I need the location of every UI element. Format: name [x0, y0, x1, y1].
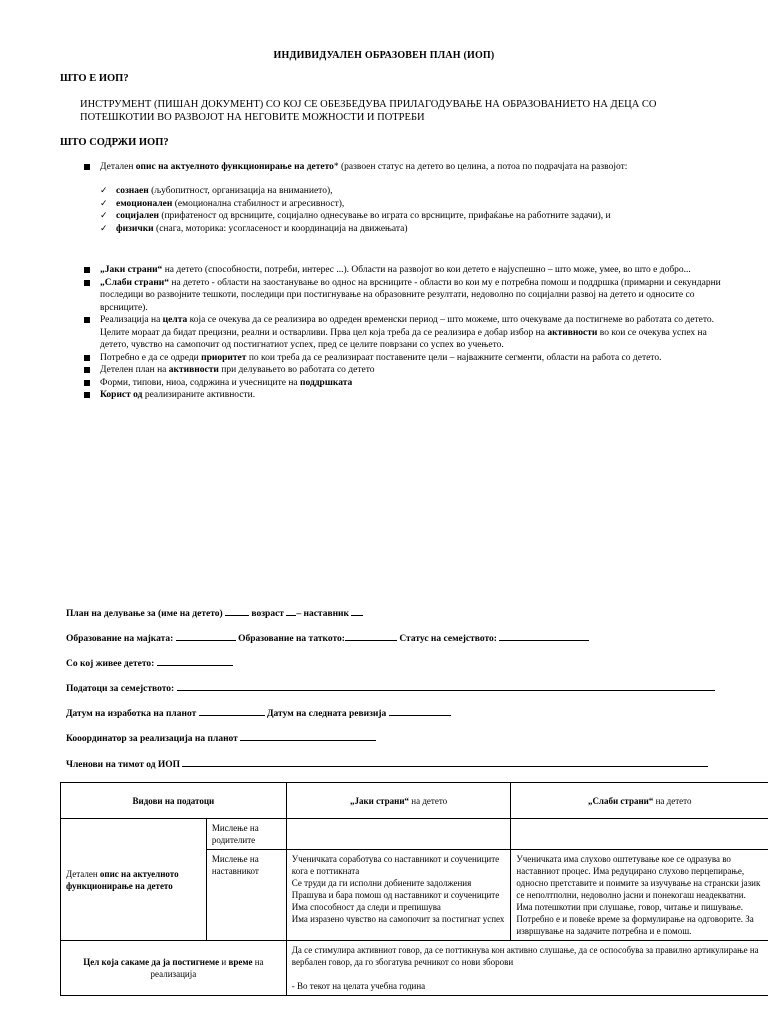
list-item: Форми, типови, ниоа, содржина и учесниците на поддршката [84, 377, 734, 390]
strong-line: Се труди да ги исполни добиените задолжения [291, 878, 472, 888]
definition-text: ИНСТРУМЕНТ (ПИШАН ДОКУМЕНТ) СО КОЈ СЕ ОБЕЗБЕДУВА ПРИЛАГОДУВАЊЕ НА ОБРАЗОВАНИЕТО НА ДЕЦА СО ПОТЕШКОТИИ ВО РАЗВОЈОТ НА НЕГОВИТЕ МОЖНОСТИ И ПОТРЕБИ [80, 99, 657, 123]
strong-line: Прашува и бара помош од наставникот и соучениците [291, 890, 500, 900]
goal-text-cell [286, 941, 768, 996]
age-field[interactable] [286, 606, 296, 616]
family-status-field[interactable] [499, 631, 589, 641]
child-name-field[interactable] [225, 606, 249, 616]
bullet-square-icon [84, 392, 90, 398]
list-item: Потребно е да се одреди приоритет по кои треба да се реализираат поставените цели – најважните сегменти, области на работа со детето. [84, 352, 734, 365]
section-heading-contents: ШТО СОДРЖИ ИОП? [60, 137, 169, 148]
section-heading-what-is: ШТО Е ИОП? [60, 73, 129, 84]
bullet-square-icon [84, 355, 90, 361]
checkmark-icon: ✓ [100, 211, 108, 221]
form-coordinator-line: Кооординатор за реализација на планот [66, 731, 376, 744]
parents-weak-cell [511, 819, 768, 850]
family-data-field[interactable] [177, 681, 715, 691]
list-item: Корист од реализираните активности. [84, 389, 734, 402]
teacher-strong-cell [286, 850, 511, 941]
father-education-field[interactable] [345, 631, 397, 641]
bullet-square-icon [84, 164, 90, 170]
checkmark-icon: ✓ [100, 198, 108, 209]
table-header-row [61, 783, 768, 819]
list-item: „Јаки страни“ на детето (способности, потреби, интерес ...). Области на развојот во кои детето е најуспешно – што може, умее, во што е добро... [84, 264, 734, 277]
teacher-opinion-label: Мислење на наставникот [206, 850, 286, 941]
coordinator-field[interactable] [240, 731, 376, 741]
data-table [60, 782, 768, 996]
form-education-line: Образование на мајката: Образование на таткото: Статус на семејството: [66, 631, 589, 644]
parents-opinion-label: Мислење на родителите [206, 819, 286, 850]
form-plan-line: План на делување за (име на детето) возраст – наставник [66, 606, 363, 619]
page-title: ИНДИВИДУАЛЕН ОБРАЗОВЕН ПЛАН (ИОП) [273, 50, 495, 61]
plan-date-field[interactable] [199, 706, 265, 716]
mother-education-field[interactable] [176, 631, 236, 641]
list-item: Детален опис на актуелното функционирање на детето* (развоен статус на детето во целина, а потоа по подрачјата на развојот: [84, 161, 734, 174]
header-weak-sides: „Слаби страни“ на детето [511, 783, 768, 819]
lives-with-field[interactable] [157, 656, 233, 666]
list-item: „Слаби страни“ на детето - области на заостанување во однос на врсниците - области во кои му е потребна помош и поддршка (примарни и секундарни последици во развојните тешкоти, последици при постигнување на образовните резултати, недоволно по социјални развој на детето и односите со врсниците). [84, 277, 734, 315]
checkmark-icon: ✓ [100, 223, 108, 234]
list-item: ✓ емоционален (емоционална стабилност и агресивност), [100, 198, 345, 209]
form-lives-with-line: Со кој живее детето: [66, 656, 233, 669]
list-item: Реализација на целта која се очекува да се реализира во одреден временски период – што можеме, што очекуваме да постигнеме во работата со детето. Целите мораат да бидат прецизни, реални и остварливи. Прва цел која треба да се реализира е добар избор на активности во кои се очекува успех на детето, чувство на самопочит од постигнатиот успех, пред се целите поврзани со успех во учењето. [84, 314, 734, 352]
bullet-square-icon [84, 267, 90, 273]
header-data-types: Видови на податоци [61, 783, 287, 819]
parents-strong-cell [286, 819, 511, 850]
table-row [61, 819, 768, 850]
row-label-description: Детален опис на актуелното функционирање на детето [61, 819, 207, 941]
form-family-data-line: Податоци за семејството: [66, 681, 715, 694]
list-item: ✓ сознаен (љубопитност, организација на вниманието), [100, 186, 333, 196]
strong-line: Има способност да следи и препишува [291, 902, 441, 912]
teacher-weak-cell: Ученичката има слухово оштетување кое се одразува во наставниот процес. Има редуцирано слухово перцепирање, односно претставите и поимите за изучување на странски јазик се неполтполни, недоволно јасни и понекогаш неадекватни. Има потешкотии при слушање, говор, читање и пишување. Потребно е и повеќе време за формулирање на одговорите. За извршување на задачите потребна и е помош. [511, 850, 768, 941]
list-item: Детелен план на активности при делувањето во работата со детето [84, 364, 734, 377]
teacher-field[interactable] [351, 606, 363, 616]
form-dates-line: Датум на изработка на планот Датум на следната ревизија [66, 706, 451, 719]
goal-text: Да се стимулира активниот говор, да се поттикнува кон активно слушање, да се оспособува за правилно артикулирање на вербален говор, да го збогатува речникот со нови зборови [291, 945, 759, 967]
bullet-square-icon [84, 280, 90, 286]
team-members-field[interactable] [182, 757, 708, 767]
form-team-line: Членови на тимот од ИОП [66, 757, 708, 770]
first-bullet [84, 161, 734, 174]
strong-line: Има изразено чувство на самопочит за постигнат успех [291, 914, 505, 924]
list-item: ✓ социјален (прифатеност од врсниците, социјално однесување во играта со врсниците, прифаќање на работните задачи), и [100, 211, 611, 221]
list-item: ✓ физички (снага, моторика: усогласеност и координација на движењата) [100, 223, 408, 234]
revision-date-field[interactable] [389, 706, 451, 716]
strong-line: Ученичката соработува со наставникот и соучениците кога е поттикната [291, 854, 500, 876]
goal-label: Цел која сакаме да ја постигнеме и време на реализација [61, 941, 287, 996]
table-row [61, 941, 768, 996]
bullet-square-icon [84, 367, 90, 373]
header-strong-sides: „Јаки страни“ на детето [286, 783, 511, 819]
bullet-square-icon [84, 380, 90, 386]
bullet-square-icon [84, 317, 90, 323]
development-areas-list [100, 185, 720, 235]
ioc-contents-list [84, 264, 734, 402]
checkmark-icon: ✓ [100, 186, 108, 196]
goal-time-text: - Во текот на целата учебна година [291, 981, 426, 991]
